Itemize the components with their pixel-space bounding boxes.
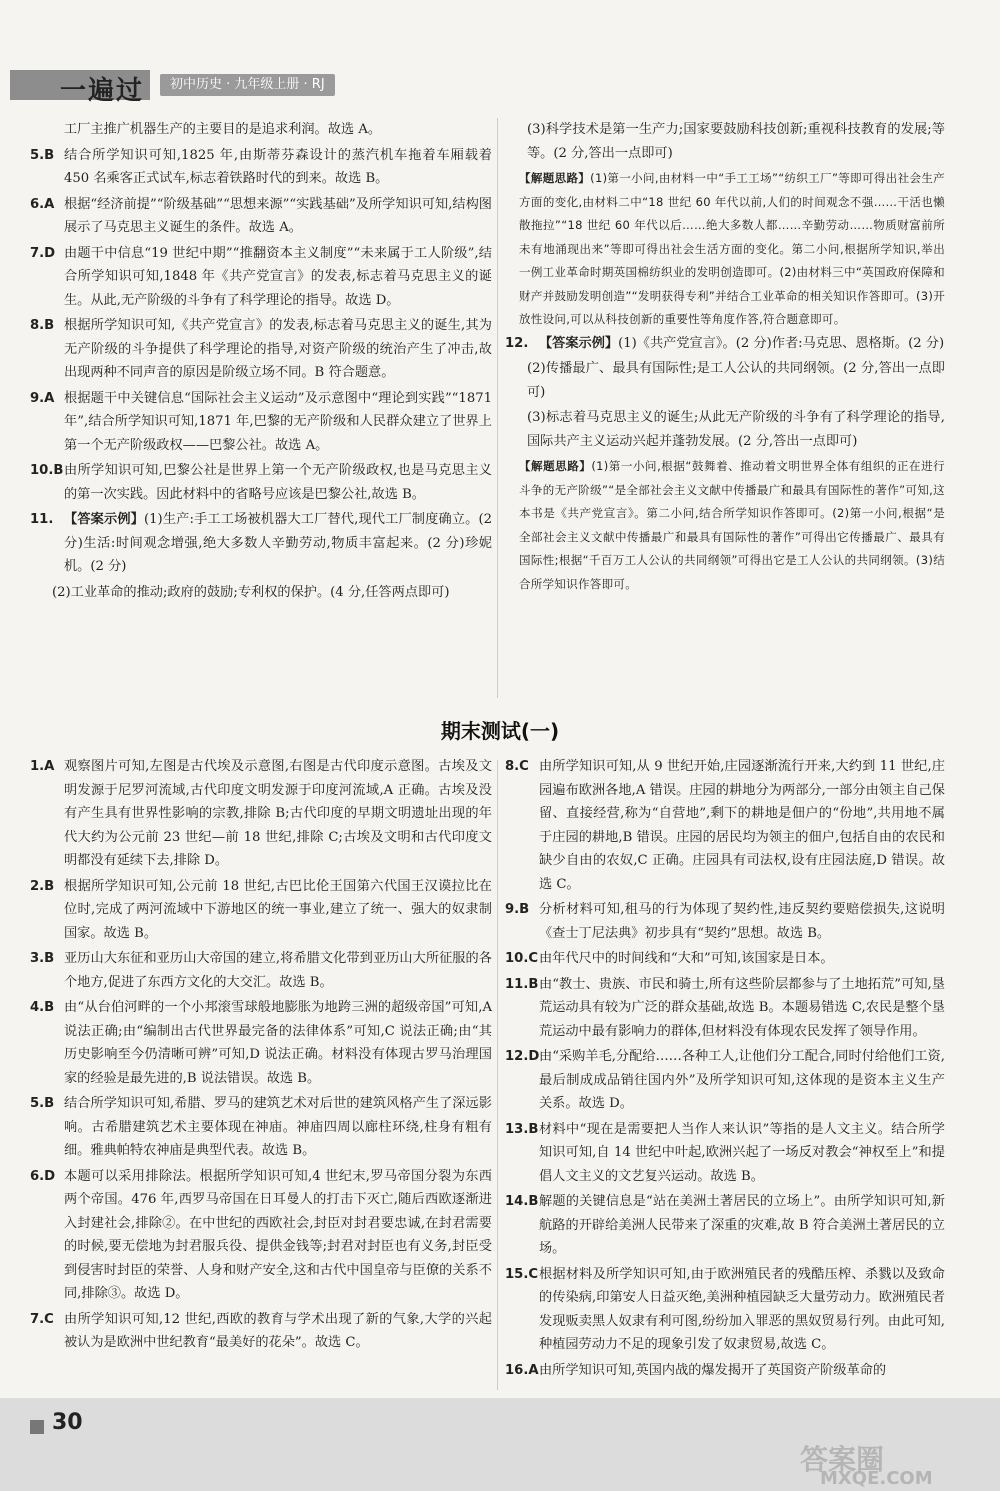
answer-item	[505, 1359, 945, 1383]
answer-item	[505, 1045, 945, 1116]
answer-body: 根据所学知识可知,《共产党宣言》的发表,标志着马克思主义的诞生,其为无产阶级的斗争提供了科学理论的指导,对资产阶级的统治产生了冲击,故出现两种不同声音的原因是阶级立场不同。B 符合题意。	[64, 318, 492, 380]
answer-body: 根据“经济前提”“阶级基础”“思想来源”“实践基础”及所学知识可知,结构图展示了马克思主义诞生的条件。故选 A。	[64, 196, 492, 235]
answer-item	[505, 755, 945, 896]
answer-body: 由所学知识可知,巴黎公社是世界上第一个无产阶级政权,也是马克思主义的第一次实践。因此材料中的省略号应该是巴黎公社,故选 B。	[64, 463, 492, 502]
thinking-tag: 【解题思路】	[519, 171, 591, 185]
answer-body: 结合所学知识可知,1825 年,由斯蒂芬森设计的蒸汽机车拖着车厢载着 450 名乘客正式试车,标志着铁路时代的到来。故选 B。	[64, 147, 492, 186]
question-number: 9.B	[505, 902, 530, 917]
question-number: 10.B	[30, 463, 64, 478]
answer-item	[30, 144, 492, 191]
question-number: 15.C	[505, 1266, 539, 1282]
top-left-column	[30, 118, 492, 606]
answer-item	[505, 947, 945, 971]
answer-item	[30, 1165, 492, 1306]
answer-text	[64, 1308, 492, 1355]
thinking-tag: 【解题思路】	[519, 459, 592, 473]
solution-thinking	[505, 455, 945, 596]
question-number: 3.B	[30, 951, 55, 966]
answer-item	[30, 875, 492, 946]
question-number: 12.	[505, 335, 529, 351]
answer-text	[539, 1190, 945, 1261]
question-number: 5.B	[30, 1096, 55, 1111]
thinking-body: (1)第一小问,根据“鼓舞着、推动着文明世界全体有组织的正在进行斗争的无产阶级”“是全部社会主义文献中传播最广和最具有国际性的著作”可知,这本书是《共产党宣言》。第二小问,结合所学知识作答即可。(2)第一小问,根据“是全部社会主义文献中传播最广和最具有国际性的著作”可得出它传播最广、最具有国际性;根据“千百万工人公认的共同纲领”可得出它是工人公认的共同纲领。(3)结合所学知识作答即可。	[519, 459, 945, 591]
answer-body: 分析材料可知,租马的行为体现了契约性,违反契约要赔偿损失,这说明《查士丁尼法典》初步具有“契约”思想。故选 B。	[539, 902, 945, 941]
answer-body: 由所学知识可知,12 世纪,西欧的教育与学术出现了新的气象,大学的兴起被认为是欧洲中世纪教育“最美好的花朵”。故选 C。	[64, 1311, 492, 1350]
answer-text	[64, 1165, 492, 1306]
answer-body: 解题的关键信息是“站在美洲土著居民的立场上”。由所学知识可知,新航路的开辟给美洲人民带来了深重的灾难,故 B 符合美洲土著居民的立场。	[539, 1194, 945, 1256]
question-number: 1.A	[30, 759, 55, 774]
answer-item	[30, 508, 492, 579]
answer-text	[64, 508, 492, 579]
answer-body: 由所学知识可知,英国内战的爆发揭开了英国资产阶级革命的	[539, 1362, 887, 1378]
answer-body: 由“采购羊毛,分配给……各种工人,让他们分工配合,同时付给他们工资,最后制成成品销往国内外”及所学知识可知,这体现的是资本主义生产关系。故选 D。	[539, 1049, 945, 1111]
answer-item	[30, 242, 492, 313]
answer-body: 由年代尺中的时间线和“大和”可知,该国家是日本。	[539, 951, 834, 966]
question-number: 12.D	[505, 1049, 540, 1064]
answer-text	[64, 242, 492, 313]
answer-tag: 【答案示例】	[539, 335, 619, 351]
answer-subitem: (3)科学技术是第一生产力;国家要鼓励科技创新;重视科技教育的发展;等等。(2 分,答出一点即可)	[527, 122, 945, 161]
answer-text	[539, 1118, 945, 1189]
answer-item	[30, 996, 492, 1090]
answer-item	[30, 387, 492, 458]
answer-body: 由“从台伯河畔的一个小邦滚雪球般地膨胀为地跨三洲的超级帝国”可知,A 说法正确;由“编制出古代世界最完备的法律体系”可知,C 说法正确;由“其历史影响至今仍清晰可辨”可知,D 说法正确。材料没有体现古罗马治理国家的经验是最先进的,B 说法错误。故选 B。	[64, 1000, 492, 1086]
answer-body: 亚历山大东征和亚历山大帝国的建立,将希腊文化带到亚历山大所征服的各个地方,促进了东西方文化的大交汇。故选 B。	[64, 951, 492, 990]
answer-item	[505, 973, 945, 1044]
page-number: 30	[52, 1410, 83, 1435]
bottom-left-column	[30, 755, 492, 1357]
answer-text	[64, 755, 492, 873]
question-number: 16.A	[505, 1362, 539, 1378]
top-right-column	[505, 118, 945, 596]
answer-body: 结合所学知识可知,希腊、罗马的建筑艺术对后世的建筑风格产生了深远影响。古希腊建筑艺术主要体现在神庙。神庙四周以廊柱环绕,柱身有粗有细。雅典帕特农神庙是典型代表。故选 B。	[64, 1096, 492, 1158]
page-header	[0, 70, 1000, 104]
answer-item	[30, 1092, 492, 1163]
column-divider-top	[497, 118, 498, 698]
answer-text	[539, 1359, 945, 1383]
watermark-url: MXQE.COM	[820, 1468, 933, 1489]
answer-body: 本题可以采用排除法。根据所学知识可知,4 世纪末,罗马帝国分裂为东西两个帝国。476 年,西罗马帝国在日耳曼人的打击下灭亡,随后西欧逐渐进入封建社会,排除②。在中世纪的西欧社会,封臣对封君要忠诚,在封君需要的时候,要无偿地为封君服兵役、提供金钱等;封君对封臣也有义务,封臣受到侵害时封臣的荣誉、人身和财产安全,这和古代中国皇帝与臣僚的关系不同,排除③。故选 D。	[64, 1168, 492, 1301]
answer-body: 根据所学知识可知,公元前 18 世纪,古巴比伦王国第六代国王汉谟拉比在位时,完成了两河流域中下游地区的统一事业,建立了统一、强大的奴隶制国家。故选 B。	[64, 878, 492, 941]
question-number: 11.	[30, 512, 54, 527]
question-number: 7.D	[30, 245, 56, 261]
answer-subitem: (3)标志着马克思主义的诞生;从此无产阶级的斗争有了科学理论的指导,国际共产主义运动兴起并蓬勃发展。(2 分,答出一点即可)	[527, 410, 945, 449]
section-title: 期末测试(一)	[440, 719, 560, 743]
answer-item	[505, 898, 945, 945]
answer-text	[539, 1045, 945, 1116]
page-marker-icon	[30, 1420, 44, 1434]
answer-text	[64, 875, 492, 946]
answer-text	[64, 996, 492, 1090]
answer-item	[505, 332, 945, 356]
answer-text	[64, 947, 492, 994]
answer-body: 观察图片可知,左图是古代埃及示意图,右图是古代印度示意图。古埃及文明发源于尼罗河流域,古代印度文明发源于印度河流域,A 正确。古埃及没有产生具有世界性影响的宗教,排除 B;古代印度的早期文明遗址出现的年代大约为公元前 23 世纪—前 18 世纪,排除 C;古埃及文明和古代印度文明都没有延续下去,排除 D。	[64, 759, 492, 868]
answer-continuation: 工厂主推广机器生产的主要目的是追求利润。故选 A。	[64, 122, 382, 137]
answer-body: (1)《共产党宣言》。(2 分)作者:马克思、恩格斯。(2 分)	[618, 335, 945, 351]
answer-item	[30, 1308, 492, 1355]
answer-text	[64, 387, 492, 458]
answer-text	[64, 314, 492, 385]
book-logo: 一遍过	[60, 76, 145, 106]
answer-item	[30, 459, 492, 506]
question-number: 4.B	[30, 1000, 55, 1015]
answer-item	[30, 947, 492, 994]
answer-body: 根据题干中关键信息“国际社会主义运动”及示意图中“理论到实践”“1871 年”,结合所学知识可知,1871 年,巴黎的无产阶级和人民群众建立了世界上第一个无产阶级政权——巴黎公社。故选 A。	[64, 390, 492, 453]
answer-text	[64, 1092, 492, 1163]
question-number: 2.B	[30, 878, 55, 894]
answer-body: 由题干中信息“19 世纪中期”“推翻资本主义制度”“未来属于工人阶级”,结合所学知识可知,1848 年《共产党宣言》的发表,标志着马克思主义的诞生。从此,无产阶级的斗争有了科学理论的指导。故选 D。	[64, 245, 492, 308]
answer-item	[505, 1190, 945, 1261]
bottom-right-column	[505, 755, 945, 1384]
answer-subitem: (2)传播最广、最具有国际性;是工人公认的共同纲领。(2 分,答出一点即可)	[527, 361, 945, 400]
answer-item	[505, 1118, 945, 1189]
answer-text	[64, 193, 492, 240]
watermark-logo: 答案圈	[800, 1443, 885, 1476]
answer-body: 由“教士、贵族、市民和骑士,所有这些阶层都参与了土地拓荒”可知,垦荒运动具有较为广泛的群众基础,故选 B。本题易错选 C,农民是整个垦荒运动中最有影响力的群体,但材料没有体现农民发挥了领导作用。	[539, 976, 945, 1039]
answer-text	[539, 947, 945, 971]
subject-label: 初中历史 · 九年级上册 · RJ	[160, 74, 335, 96]
question-number: 14.B	[505, 1194, 539, 1209]
answer-item	[30, 755, 492, 873]
answer-body: (1)生产:手工工场被机器大工厂替代,现代工厂制度确立。(2 分)生活:时间观念增强,绝大多数人辛勤劳动,物质丰富起来。(2 分)珍妮机。(2 分)	[64, 512, 492, 574]
answer-text	[539, 1263, 945, 1357]
answer-text	[539, 973, 945, 1044]
answer-text	[539, 755, 945, 896]
thinking-body: (1)第一小问,由材料一中“手工工场”“纺织工厂”等即可得出社会生产方面的变化,由材料二中“18 世纪 60 年代以前,人们的时间观念不强……干活也懒散拖拉”“18 世纪 60 年代以后……绝大多数人都……辛勤劳动……物质财富前所未有地涌现出来”等即可得出社会生活方面的变化。第二小问,根据所学知识,举出一例工业革命时期英国棉纺织业的发明创造即可。(2)由材料三中“英国政府保障和财产并鼓励发明创造”“发明获得专利”并结合工业革命的相关知识作答即可。(3)开放性设问,可以从科技创新的重要性等角度作答,符合题意即可。	[519, 171, 945, 326]
question-number: 7.C	[30, 1311, 54, 1327]
question-number: 5.B	[30, 147, 55, 163]
answer-item	[505, 1263, 945, 1357]
answer-body: 根据材料及所学知识可知,由于欧洲殖民者的残酷压榨、杀戮以及致命的传染病,印第安人日益灭绝,美洲种植园缺乏大量劳动力。欧洲殖民者发现贩卖黑人奴隶有利可图,纷纷加入罪恶的黑奴贸易行列。由此可知,种植园劳动力不足的现象引发了奴隶贸易,故选 C。	[539, 1266, 945, 1352]
answer-text	[539, 898, 945, 945]
question-number: 11.B	[505, 976, 539, 992]
answer-body: 由所学知识可知,从 9 世纪开始,庄园逐渐流行开来,大约到 11 世纪,庄园遍布欧洲各地,A 错误。庄园的耕地分为两部分,一部分由领主自己保留、直接经营,称为“自营地”,剩下的耕地是佃户的“份地”,共用地不属于庄园的耕地,B 错误。庄园的居民均为领主的佃户,包括自由的农民和缺少自由的农奴,C 正确。庄园具有司法权,设有庄园法庭,D 错误。故选 C。	[539, 759, 945, 892]
answer-tag: 【答案示例】	[64, 512, 145, 527]
solution-thinking	[505, 167, 945, 332]
page-footer	[0, 1398, 1000, 1491]
answer-text	[64, 144, 492, 191]
question-number: 9.A	[30, 390, 55, 406]
question-number: 10.C	[505, 951, 539, 966]
question-number: 8.B	[30, 318, 55, 333]
column-divider-bottom	[497, 760, 498, 1390]
question-number: 6.A	[30, 196, 55, 212]
question-number: 8.C	[505, 759, 529, 774]
question-number: 6.D	[30, 1168, 56, 1184]
answer-item	[30, 314, 492, 385]
answer-body: 材料中“现在是需要把人当作人来认识”等指的是人文主义。结合所学知识可知,自 14 世纪中叶起,欧洲兴起了一场反对教会“神权至上”和提倡人文主义的文艺复兴运动。故选 B。	[539, 1121, 945, 1184]
answer-subitem: (2)工业革命的推动;政府的鼓励;专利权的保护。(4 分,任答两点即可)	[52, 584, 450, 600]
answer-item	[30, 193, 492, 240]
question-number: 13.B	[505, 1121, 539, 1137]
answer-text	[64, 459, 492, 506]
answer-text	[539, 332, 945, 356]
